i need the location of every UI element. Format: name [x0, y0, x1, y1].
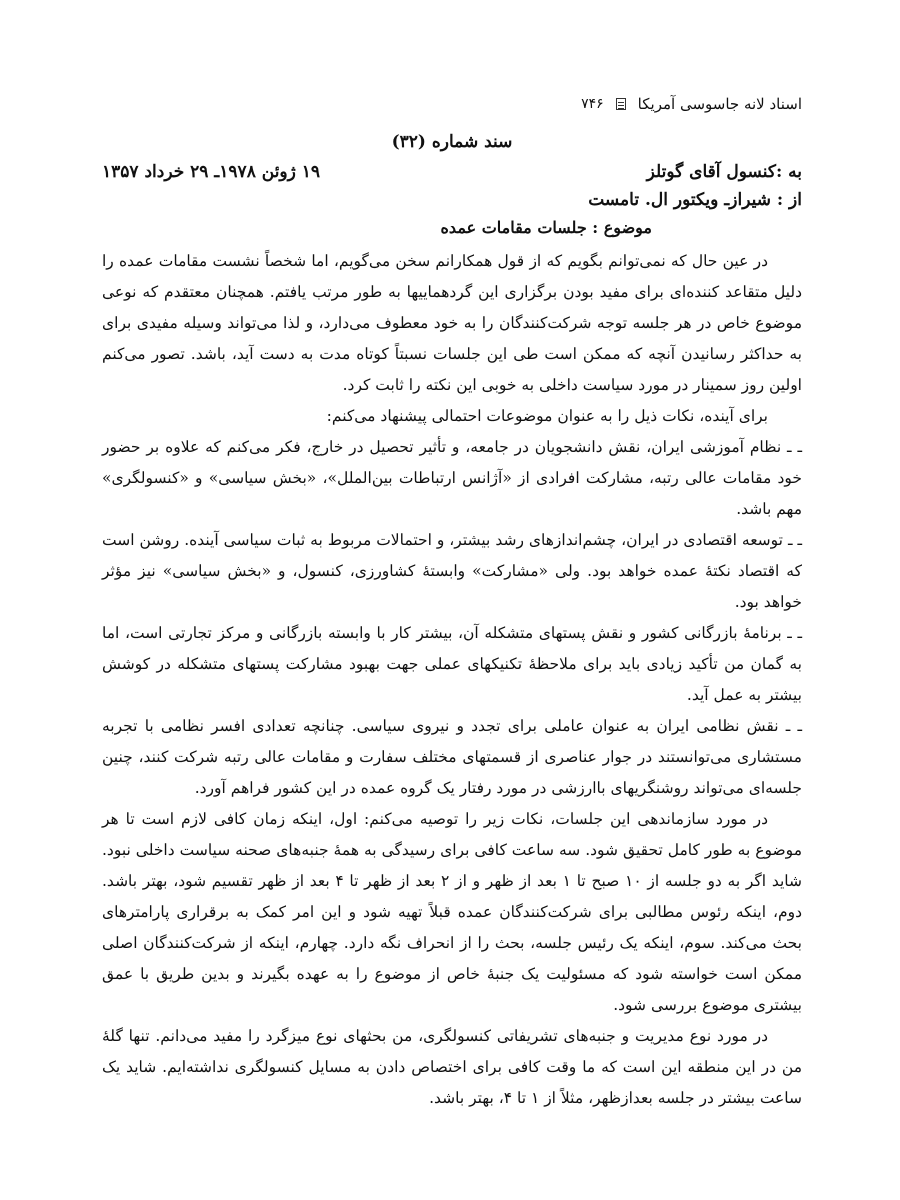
document-title: سند شماره (۳۲): [391, 132, 513, 152]
paragraph-military-item: ـ ـ نقش نظامی ایران به عنوان عاملی برای تجدد و نیروی سیاسی. چنانچه تعدادی افسر نظامی با تجربه مستشاری می‌توانستند در جوار عناصری از قسمتهای مختلف سفارت و مقامات عالی رتبه شرکت کنند، چنین جلسه‌ای می‌تواند روشنگریهای باارزشی در مورد رفتار یک گروه عمده در این کشور فراهم آورد.: [102, 717, 802, 797]
memo-from: از : شیرازـ ویکتور ال. تامست: [588, 190, 802, 210]
paragraph-intro: در عین حال که نمی‌توانم بگویم که از قول همکارانم سخن می‌گویم، اما شخصاً نشست مقامات عمده را دلیل متقاعد کننده‌ای برای مفید بودن برگزاری این گردهماییها به طور مرتب یافتم. همچنان معتقدم که نوعی موضوع خاص در هر جلسه توجه شرکت‌کنندگان را به خود معطوف می‌دارد، و لذا می‌تواند وسیله مفیدی برای به حداکثر رسانیدن آنچه که ممکن است طی این جلسات نسبتاً کوتاه مدت به دست آید، باشد. تصور می‌کنم اولین روز سمینار در مورد سیاست داخلی به خوبی این نکته را ثابت کرد.: [102, 252, 802, 394]
paragraph-management: در مورد نوع مدیریت و جنبه‌های تشریفاتی کنسولگری، من بحثهای نوع میزگرد را مفید می‌دانم. تنها گلهٔ من در این منطقه این است که ما وقت کافی برای اختصاص دادن به مسایل کنسولگری نداشته‌ایم. شاید یک ساعت بیشتر در جلسه بعدازظهر، مثلاً از ۱ تا ۴، بهتر باشد.: [102, 1027, 802, 1107]
paragraph-education-item: ـ ـ نظام آموزشی ایران، نقش دانشجویان در جامعه، و تأثیر تحصیل در خارج، فکر می‌کنم که علاوه بر حضور خود مقامات عالی رتبه، مشارکت افرادی از «آژانس ارتباطات بین‌الملل»، «بخش سیاسی» و «کنسولگری» مهم باشد.: [102, 438, 802, 518]
paragraph-proposal: برای آینده، نکات ذیل را به عنوان موضوعات احتمالی پیشنهاد می‌کنم:: [326, 407, 768, 425]
paragraph-economy-item: ـ ـ توسعه اقتصادی در ایران، چشم‌اندازهای رشد بیشتر، و احتمالات مربوط به ثبات سیاسی آینده. روشن است که اقتصاد نکتهٔ عمده خواهد بود. ولی «مشارکت» وابستهٔ کشاورزی، کنسول، و «بخش سیاسی» نیز مؤثر خواهد بود.: [102, 531, 802, 611]
paragraph-commerce-item: ـ ـ برنامهٔ بازرگانی کشور و نقش پستهای متشکله آن، بیشتر کار با وابسته بازرگانی و مرکز تجارتی است، اما به گمان من تأکید زیادی باید برای ملاحظهٔ تکنیکهای عملی جهت بهبود مشارکت پستهای متشکله در کوشش بیشتر به عمل آید.: [102, 624, 802, 704]
memo-to: به :کنسول آقای گوتلز: [646, 162, 802, 182]
memo-date: ۱۹ ژوئن ۱۹۷۸ـ ۲۹ خرداد ۱۳۵۷: [102, 162, 321, 182]
document-body: [102, 246, 802, 1114]
memo-to-row: [102, 162, 802, 190]
paragraph-organization: در مورد سازماندهی این جلسات، نکات زیر را توصیه می‌کنم: اول، اینکه زمان کافی لازم است تا هر موضوع به طور کامل تحقیق شود. سه ساعت کافی برای رسیدگی به همهٔ جنبه‌های صحنه سیاست داخلی نبود. شاید اگر به دو جلسه از ۱۰ صبح تا ۱ بعد از ظهر و از ۲ بعد از ظهر تا ۴ بعد از ظهر تقسیم شود، بهتر باشد. دوم، اینکه رئوس مطالبی برای شرکت‌کنندگان عمده قبلاً تهیه شود و این امر کمک به برقراری پارامترهای بحث می‌کند. سوم، اینکه یک رئیس جلسه، بحث را از انحراف نگه دارد. چهارم، اینکه از شرکت‌کنندگان اصلی ممکن است خواسته شود که مسئولیت یک جنبهٔ خاص از موضوع را به عهده بگیرند و بدین طریق با عمق بیشتری موضوع بررسی شود.: [102, 810, 802, 1014]
running-header: [102, 90, 802, 118]
document-icon: [616, 98, 626, 110]
page-number: ۷۴۶: [581, 96, 604, 112]
publication-title: اسناد لانه جاسوسی آمریکا: [637, 95, 802, 113]
document-page: [102, 90, 802, 1114]
memo-subject: موضوع : جلسات مقامات عمده: [440, 218, 652, 237]
